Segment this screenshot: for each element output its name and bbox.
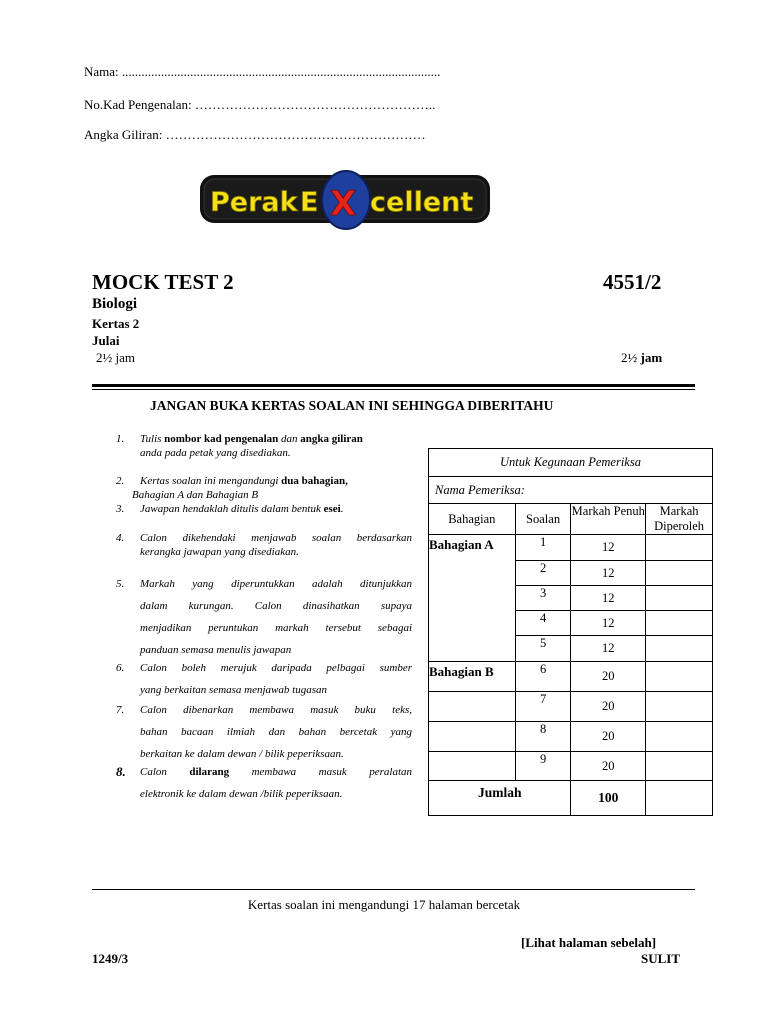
section-b-blank-cell — [429, 752, 516, 781]
instruction-number: 1. — [116, 433, 125, 445]
column-header-question: Soalan — [515, 504, 571, 535]
question-number: 6 — [515, 662, 571, 692]
instruction-text: Calon dikehendaki menjawab soalan berdasarkan — [140, 532, 412, 544]
marks-obtained-cell[interactable] — [646, 586, 713, 611]
marks-obtained-cell[interactable] — [646, 636, 713, 662]
marks-obtained-cell[interactable] — [646, 535, 713, 561]
examiner-marks-table — [428, 448, 713, 816]
table-title: Untuk Kegunaan Pemeriksa — [429, 449, 713, 477]
section-a-label: Bahagian A — [429, 535, 516, 662]
instruction-text: menjadikan peruntukan markah tersebut sebagai — [140, 622, 412, 634]
question-number: 8 — [515, 722, 571, 752]
question-number: 5 — [515, 636, 571, 662]
marks-obtained-cell[interactable] — [646, 752, 713, 781]
exam-month: Julai — [92, 333, 120, 348]
instruction-text: Bahagian A dan Bahagian B — [132, 489, 259, 501]
instruction-bold: esei — [323, 503, 341, 515]
instruction-text: kerangka jawapan yang disediakan. — [140, 546, 299, 558]
full-marks: 12 — [571, 535, 646, 561]
instruction-text: Markah yang diperuntukkan adalah ditunjukkan — [140, 578, 412, 590]
instruction-text: Calon dibenarkan membawa masuk buku teks, — [140, 704, 412, 716]
column-header-full-marks: Markah Penuh — [571, 504, 646, 535]
instruction-text: . — [340, 503, 344, 515]
question-number: 7 — [515, 692, 571, 722]
instruction-number: 4. — [116, 532, 125, 544]
instruction-bold: nombor kad pengenalan — [164, 433, 279, 445]
total-label: Jumlah — [429, 781, 571, 816]
question-number: 3 — [515, 586, 571, 611]
instruction-bold: angka giliran — [300, 433, 363, 445]
perak-excellent-logo — [198, 169, 492, 231]
instruction-bold: dua bahagian, — [281, 475, 348, 487]
name-field: Nama: .................................................................................................. — [84, 64, 441, 79]
marks-obtained-cell[interactable] — [646, 692, 713, 722]
instruction-number: 7. — [116, 704, 125, 716]
instruction-text: elektronik ke dalam dewan /bilik peperiksaan. — [140, 788, 343, 800]
marks-obtained-cell[interactable] — [646, 662, 713, 692]
section-b-blank-cell — [429, 722, 516, 752]
instruction-text: dalam kurungan. Calon dinasihatkan supaya — [140, 600, 412, 612]
section-b-label: Bahagian B — [429, 662, 516, 692]
full-marks: 20 — [571, 692, 646, 722]
question-number: 4 — [515, 611, 571, 636]
subject-name: Biologi — [92, 296, 138, 312]
instruction-text: bahan bacaan ilmiah dan bahan bercetak yang — [140, 726, 412, 738]
full-marks: 12 — [571, 611, 646, 636]
instruction-text: dan — [281, 433, 298, 445]
total-obtained-cell[interactable] — [646, 781, 713, 816]
instruction-number: 6. — [116, 662, 125, 674]
svg-text:E: E — [300, 187, 319, 218]
column-header-marks-obtained: Markah Diperoleh — [646, 504, 713, 535]
total-full-marks: 100 — [571, 781, 646, 816]
paper-number: Kertas 2 — [92, 316, 140, 331]
instruction-number: 3. — [116, 503, 125, 515]
instruction-text: Kertas soalan ini mengandungi — [140, 475, 279, 487]
instruction-text: panduan semasa menulis jawapan — [140, 644, 292, 656]
confidential-label: SULIT — [641, 951, 681, 966]
exam-title: MOCK TEST 2 — [92, 270, 234, 294]
footer-divider — [92, 889, 695, 890]
duration-right-unit: jam — [640, 350, 663, 365]
full-marks: 12 — [571, 636, 646, 662]
question-number: 1 — [515, 535, 571, 561]
divider-thin — [92, 389, 695, 390]
svg-text:Perak: Perak — [210, 187, 298, 218]
next-page-note: [Lihat halaman sebelah] — [521, 935, 657, 950]
duration-right-number: 2½ — [621, 350, 638, 365]
marks-obtained-cell[interactable] — [646, 722, 713, 752]
instruction-text: anda pada petak yang disediakan. — [140, 447, 291, 459]
question-number: 9 — [515, 752, 571, 781]
instruction-text: Jawapan hendaklah ditulis dalam bentuk — [140, 503, 321, 515]
duration-left: 2½ jam — [96, 350, 135, 365]
instruction-number: 5. — [116, 578, 125, 590]
instruction-text: Tulis — [140, 433, 162, 445]
instruction-text: Calon boleh merujuk daripada pelbagai sumber — [140, 662, 412, 674]
footer-paper-code: 1249/3 — [92, 951, 129, 966]
instruction-number: 2. — [116, 475, 125, 487]
full-marks: 20 — [571, 722, 646, 752]
index-number-field: Angka Giliran: …………………………………………………… — [84, 127, 426, 142]
paper-code: 4551/2 — [603, 270, 662, 294]
full-marks: 12 — [571, 586, 646, 611]
marks-obtained-cell[interactable] — [646, 611, 713, 636]
examiner-name-label: Nama Pemeriksa: — [429, 477, 713, 504]
divider-thick — [92, 384, 695, 387]
question-number: 2 — [515, 561, 571, 586]
instruction-number: 8. — [116, 764, 126, 779]
instruction-text: berkaitan ke dalam dewan / bilik peperiksaan. — [140, 748, 344, 760]
instruction-text: Calon — [140, 766, 167, 778]
svg-text:X: X — [330, 184, 357, 224]
marks-obtained-cell[interactable] — [646, 561, 713, 586]
section-b-blank-cell — [429, 692, 516, 722]
column-header-section: Bahagian — [429, 504, 516, 535]
warning-heading: JANGAN BUKA KERTAS SOALAN INI SEHINGGA DIBERITAHU — [150, 398, 554, 413]
duration-right — [621, 350, 662, 366]
instruction-bold: dilarang — [189, 766, 230, 778]
page-count-note: Kertas soalan ini mengandungi 17 halaman bercetak — [247, 897, 521, 912]
instruction-text: membawa masuk peralatan — [251, 766, 412, 778]
svg-text:cellent: cellent — [370, 187, 474, 218]
instruction-text: yang berkaitan semasa menjawab tugasan — [140, 684, 327, 696]
ic-number-field: No.Kad Pengenalan: ……………………………………………….. — [84, 97, 436, 112]
full-marks: 12 — [571, 561, 646, 586]
full-marks: 20 — [571, 752, 646, 781]
full-marks: 20 — [571, 662, 646, 692]
